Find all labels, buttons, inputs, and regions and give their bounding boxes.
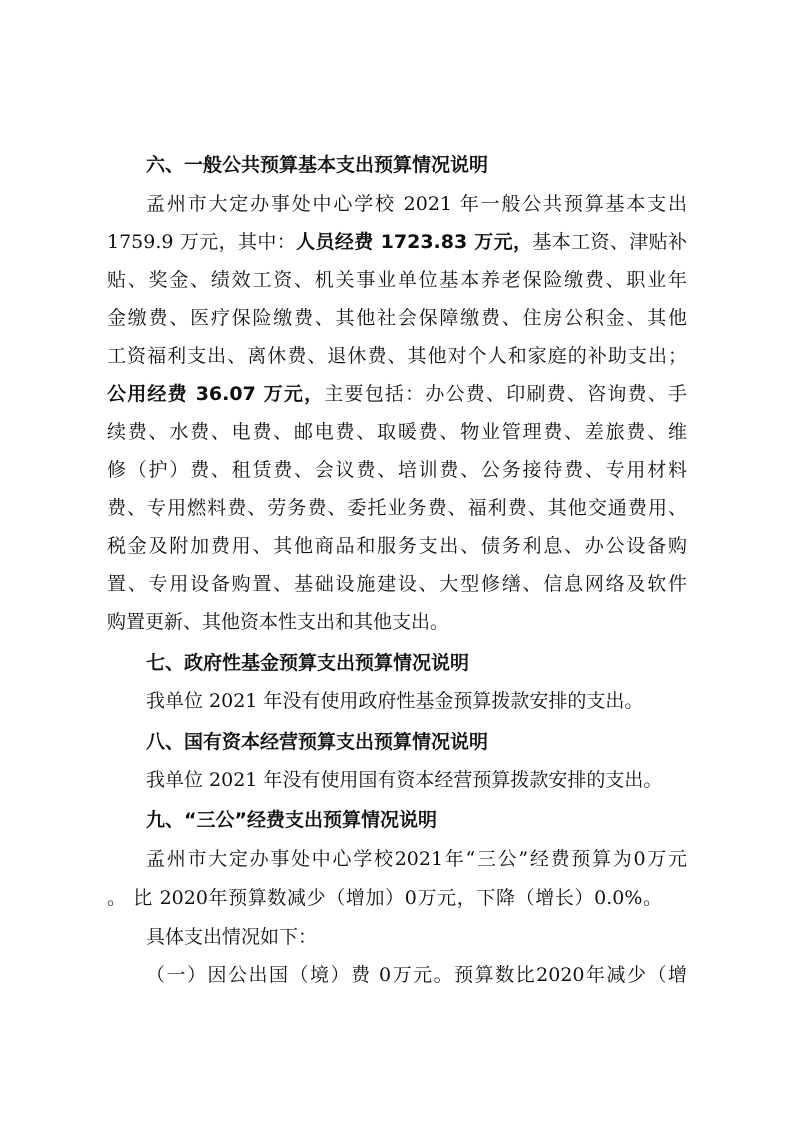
section-9-line-3: 具体支出情况如下： — [146, 926, 318, 948]
section-8-line-1: 我单位 2021 年没有使用国有资本经营预算拨款安排的支出。 — [146, 769, 663, 791]
section-8-heading: 八、国有资本经营预算支出预算情况说明 — [146, 731, 489, 753]
public-expense-text: 公用经费 36.07 万元， — [107, 383, 325, 405]
section-6-line-3: 贴、奖金、绩效工资、机关事业单位基本养老保险缴费、职业年 — [107, 269, 687, 291]
section-6-line-8: 修（护）费、租赁费、会议费、培训费、公务接待费、专用材料 — [107, 459, 687, 481]
total-amount-text: 1759.9 万元，其中： — [107, 231, 297, 253]
section-9-line-2: 。 比 2020年预算数减少（增加）0万元，下降（增长）0.0%。 — [107, 887, 662, 909]
personnel-items-text: 基本工资、津贴补 — [532, 231, 687, 253]
section-6-line-10: 税金及附加费用、其他商品和服务支出、债务利息、办公设备购 — [107, 535, 687, 557]
section-6-line-5: 工资福利支出、离休费、退休费、其他对个人和家庭的补助支出； — [107, 345, 687, 367]
section-6-line-6 — [107, 381, 687, 407]
section-9-heading: 九、“三公”经费支出预算情况说明 — [146, 809, 437, 831]
public-items-text: 主要包括：办公费、印刷费、咨询费、手 — [324, 383, 687, 405]
section-6-line-9: 费、专用燃料费、劳务费、委托业务费、福利费、其他交通费用、 — [107, 497, 687, 519]
section-9-line-4: （一）因公出国（境）费 0万元。预算数比2020年减少（增 — [146, 964, 687, 986]
section-6-line-4: 金缴费、医疗保险缴费、其他社会保障缴费、住房公积金、其他 — [107, 307, 687, 329]
section-6-line-7: 续费、水费、电费、邮电费、取暖费、物业管理费、差旅费、维 — [107, 421, 687, 443]
section-6-line-1: 孟州市大定办事处中心学校 2021 年一般公共预算基本支出 — [146, 193, 687, 215]
section-6-line-11: 置、专用设备购置、基础设施建设、大型修缮、信息网络及软件 — [107, 573, 687, 595]
section-6-line-12: 购置更新、其他资本性支出和其他支出。 — [107, 611, 450, 633]
section-7-line-1: 我单位 2021 年没有使用政府性基金预算拨款安排的支出。 — [146, 690, 644, 712]
section-7-heading: 七、政府性基金预算支出预算情况说明 — [146, 652, 470, 674]
section-6-heading: 六、一般公共预算基本支出预算情况说明 — [146, 154, 489, 176]
personnel-expense-text: 人员经费 1723.83 万元， — [296, 231, 533, 253]
section-9-line-1: 孟州市大定办事处中心学校2021年“三公”经费预算为0万元 — [146, 848, 687, 870]
section-6-line-2 — [107, 229, 687, 255]
